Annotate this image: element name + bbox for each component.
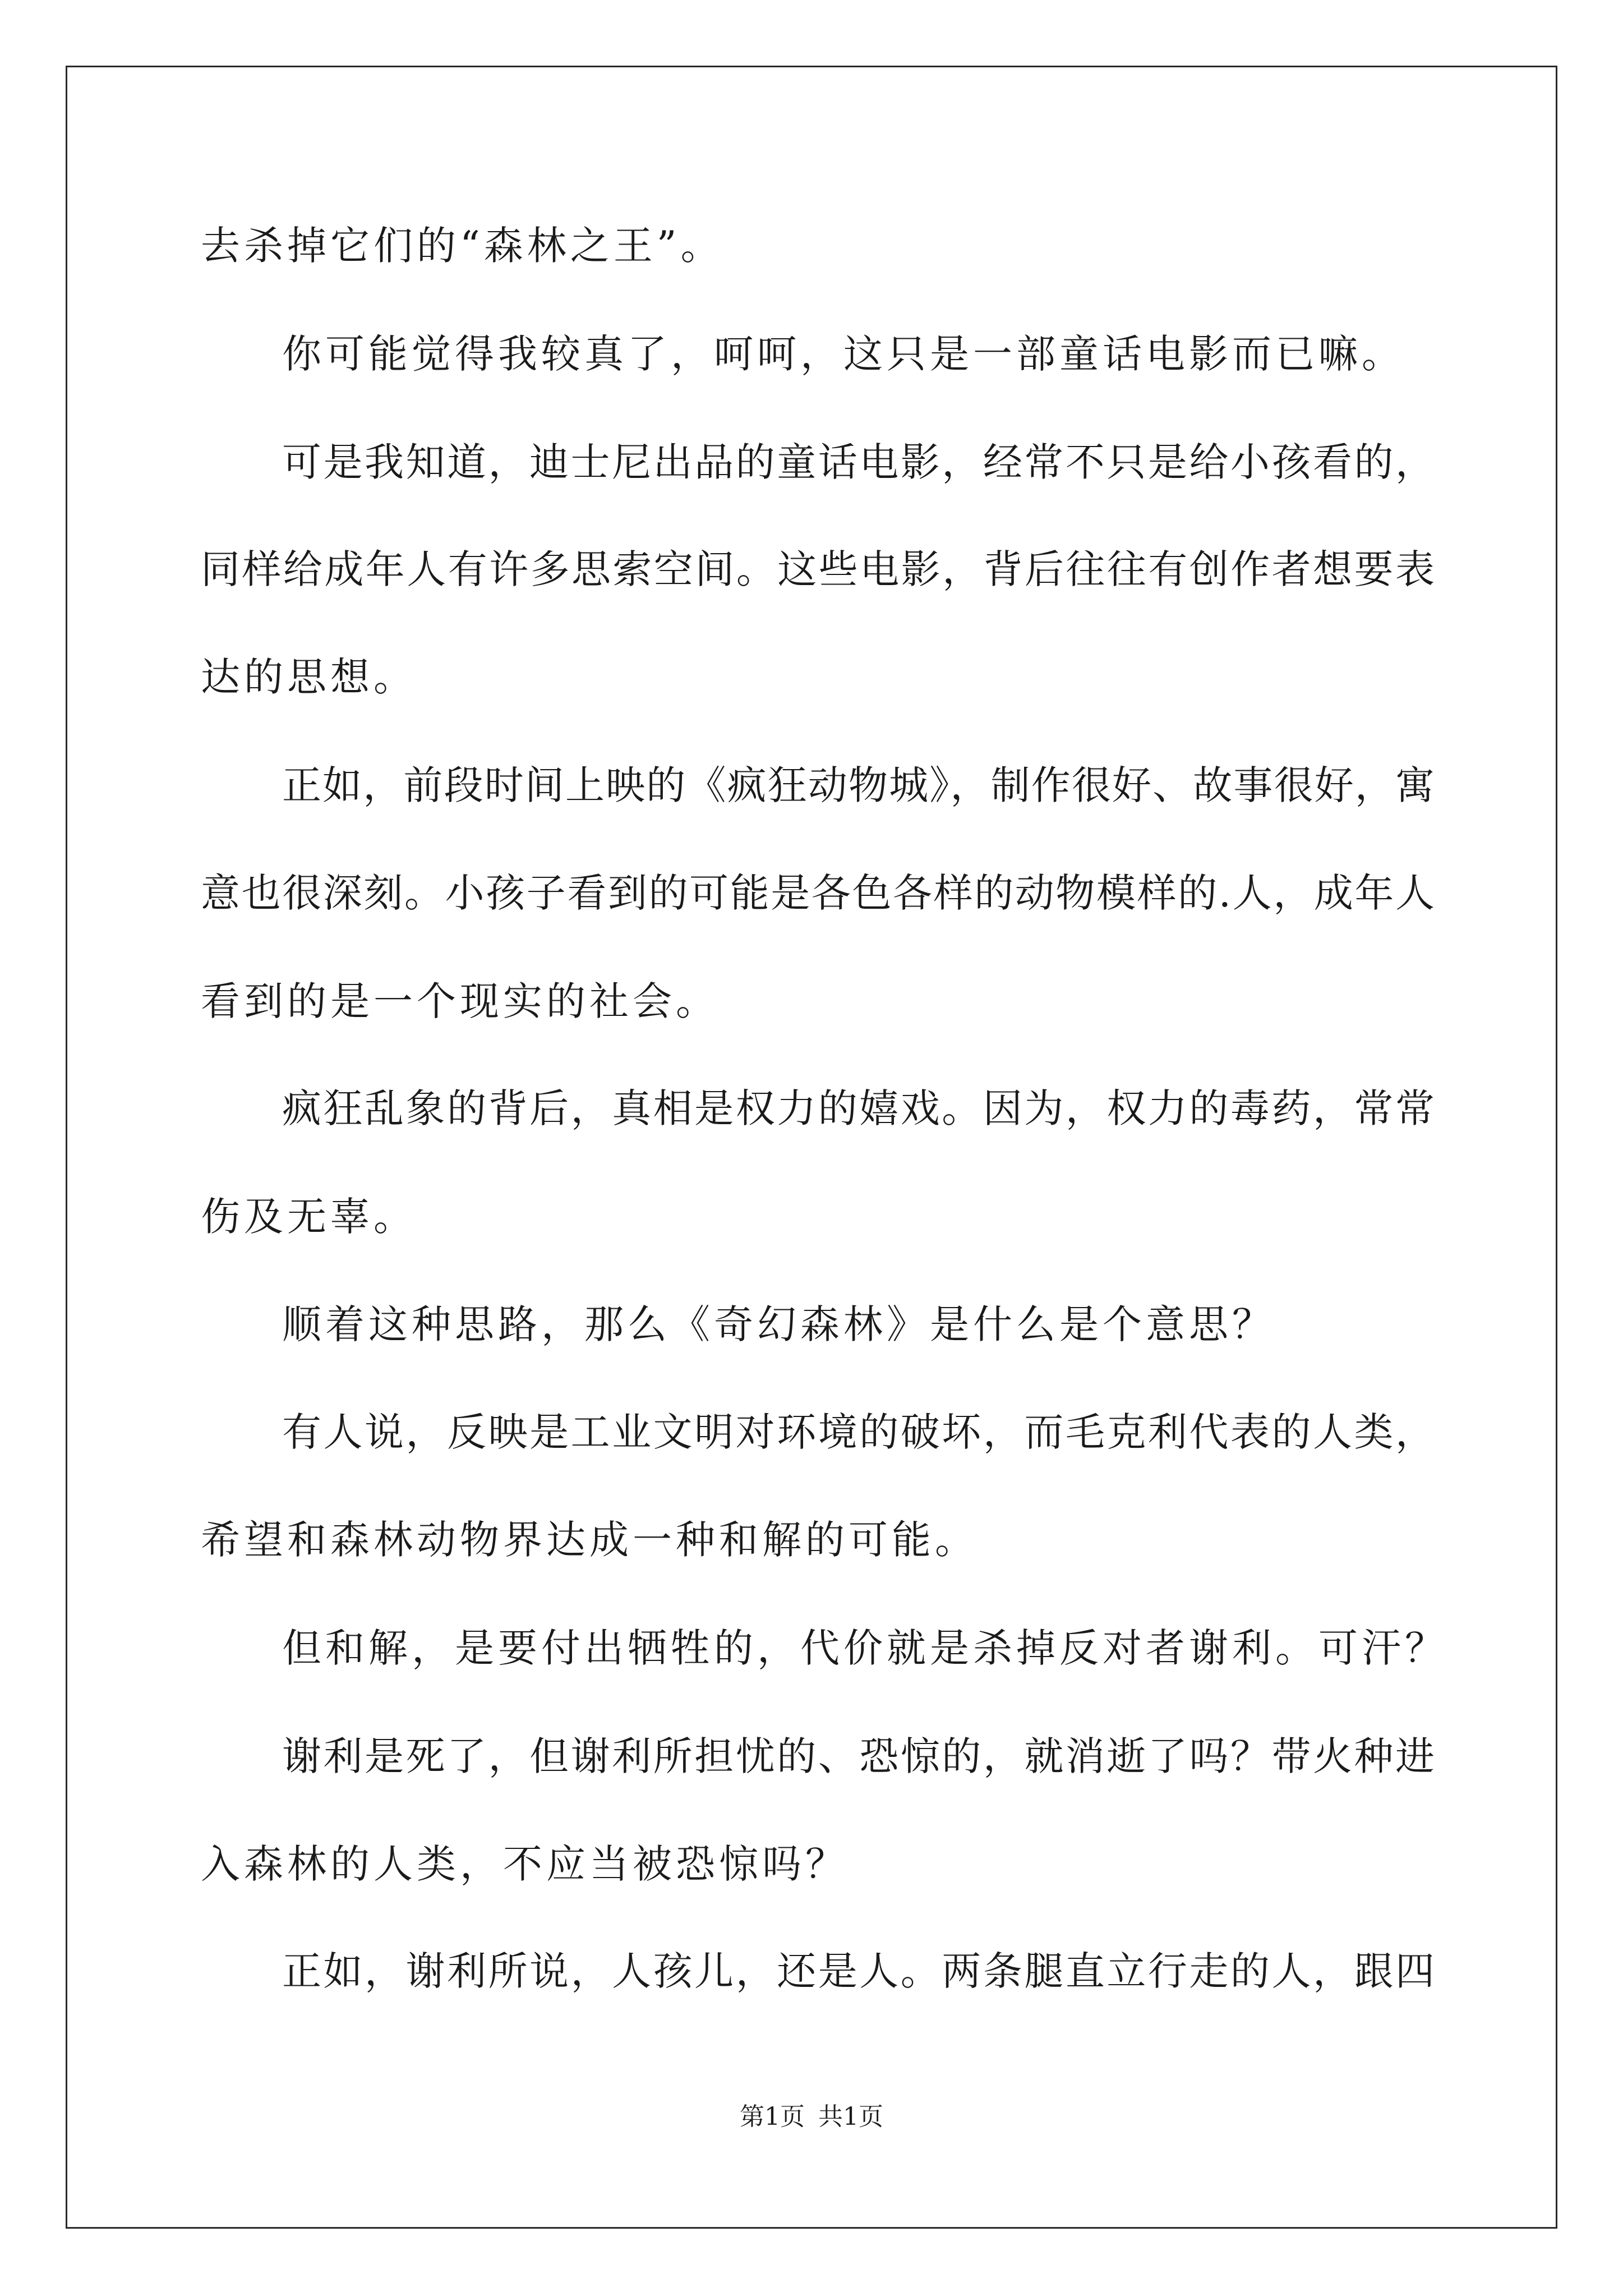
text-line: 你可能觉得我较真了，呵呵，这只是一部童话电影而已嘛。: [282, 331, 1405, 377]
text-line: 希望和森林动物界达成一种和解的可能。: [201, 1517, 978, 1563]
text-line: 入森林的人类，不应当被恐惊吗？: [201, 1841, 849, 1887]
text-line: 伤及无辜。: [201, 1194, 417, 1240]
page-footer: [0, 2101, 1623, 2133]
text-line: 谢利是死了，但谢利所担忧的、恐惊的，就消逝了吗？带火种进: [282, 1733, 1435, 1779]
text-line: 顺着这种思路，那么《奇幻森林》是什么是个意思？: [282, 1301, 1275, 1347]
text-line: 可是我知道，迪士尼出品的童话电影，经常不只是给小孩看的，: [282, 439, 1435, 485]
text-line: 有人说，反映是工业文明对环境的破坏，而毛克利代表的人类，: [282, 1409, 1435, 1455]
page-border: [66, 66, 1557, 2229]
text-line: 看到的是一个现实的社会。: [201, 978, 719, 1024]
text-line: 达的思想。: [201, 654, 417, 700]
text-line: 正如，谢利所说，人孩儿，还是人。两条腿直立行走的人，跟四: [282, 1948, 1435, 1994]
page-total: 共1页: [818, 2102, 883, 2131]
text-line: 同样给成年人有许多思索空间。这些电影，背后往往有创作者想要表: [201, 546, 1435, 592]
text-line: 但和解，是要付出牺牲的，代价就是杀掉反对者谢利。可汗？: [282, 1625, 1448, 1671]
text-line: 疯狂乱象的背后，真相是权力的嬉戏。因为，权力的毒药，常常: [282, 1085, 1435, 1131]
text-line: 意也很深刻。小孩子看到的可能是各色各样的动物模样的.人，成年人: [201, 870, 1435, 916]
text-line: 正如，前段时间上映的《疯狂动物城》，制作很好、故事很好，寓: [282, 762, 1435, 808]
text-line: 去杀掉它们的“森林之王”。: [201, 223, 724, 269]
page-number: 第1页: [740, 2102, 805, 2131]
